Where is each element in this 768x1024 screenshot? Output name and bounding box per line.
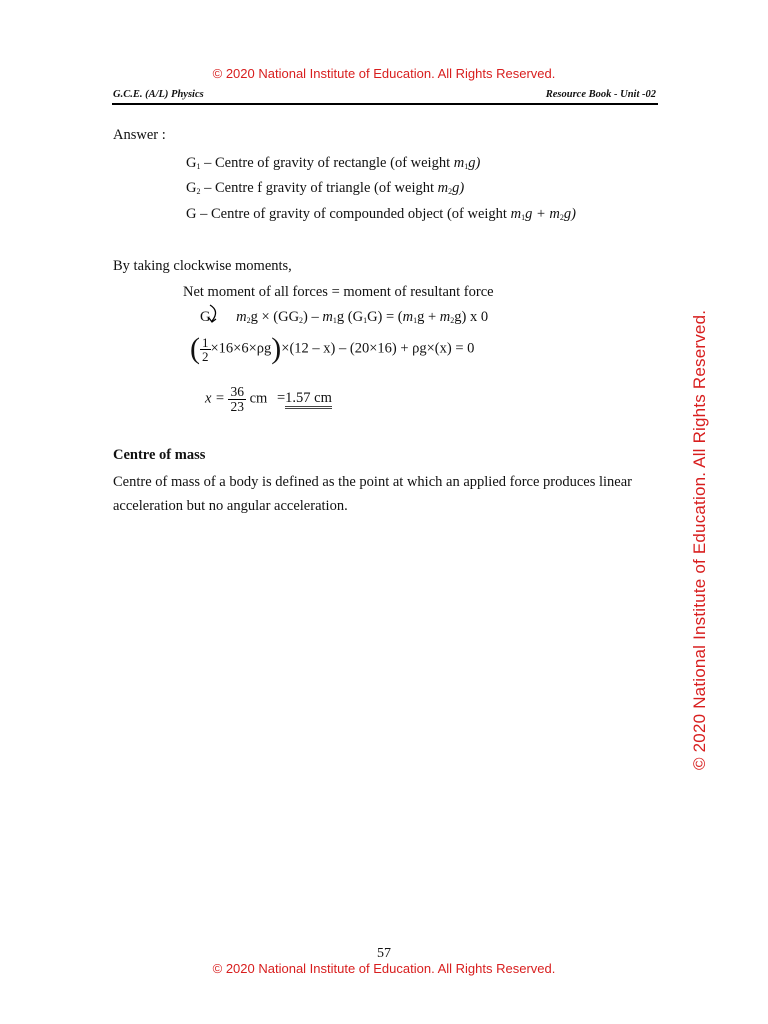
side-copyright: © 2020 National Institute of Education. All Rights Reserved. bbox=[690, 309, 709, 770]
header-left: G.C.E. (A/L) Physics bbox=[113, 89, 204, 100]
top-copyright: © 2020 National Institute of Education. All Rights Reserved. bbox=[212, 66, 556, 81]
pivot-label: G bbox=[200, 309, 211, 325]
section-para-line2: acceleration but no angular acceleration. bbox=[113, 498, 348, 514]
moments-intro: By taking clockwise moments, bbox=[113, 258, 292, 274]
moment-substitution: ( $\frac{1}{2}$ ×16×6×ρg)×(12 – x) – (20×16) + ρg×(x) = 0 bbox=[190, 332, 475, 365]
g1-definition: $G_1$ – Centre of gravity of rectangle (of weight $m_1g$) bbox=[186, 155, 481, 171]
page-number: 57 bbox=[377, 946, 391, 961]
net-moment-line: Net moment of all forces = moment of resultant force bbox=[183, 284, 494, 300]
clockwise-arrow-icon bbox=[208, 303, 222, 325]
answer-label: Answer : bbox=[113, 127, 166, 143]
bottom-copyright: © 2020 National Institute of Education. All Rights Reserved. bbox=[212, 961, 556, 976]
result-line: x = $\frac{36}{23}$ cm =1.57 cm bbox=[205, 384, 332, 414]
header-rule bbox=[112, 103, 658, 105]
g-definition: G – Centre of gravity of compounded object (of weight $m_1g + m_2g$) bbox=[186, 206, 576, 222]
final-answer: 1.57 cm bbox=[285, 390, 332, 409]
header-right: Resource Book - Unit -02 bbox=[545, 89, 656, 100]
moment-equation: G $m_2g \times (GG_2) - m_1g$ $(G_1G) = (m_1g + m_2g)$ x 0 bbox=[200, 309, 488, 326]
section-heading: Centre of mass bbox=[113, 447, 206, 463]
section-para-line1: Centre of mass of a body is defined as the point at which an applied force produces linear bbox=[113, 474, 633, 490]
g2-definition: $G_2$ – Centre f gravity of triangle (of weight $m_2g$) bbox=[186, 180, 465, 196]
